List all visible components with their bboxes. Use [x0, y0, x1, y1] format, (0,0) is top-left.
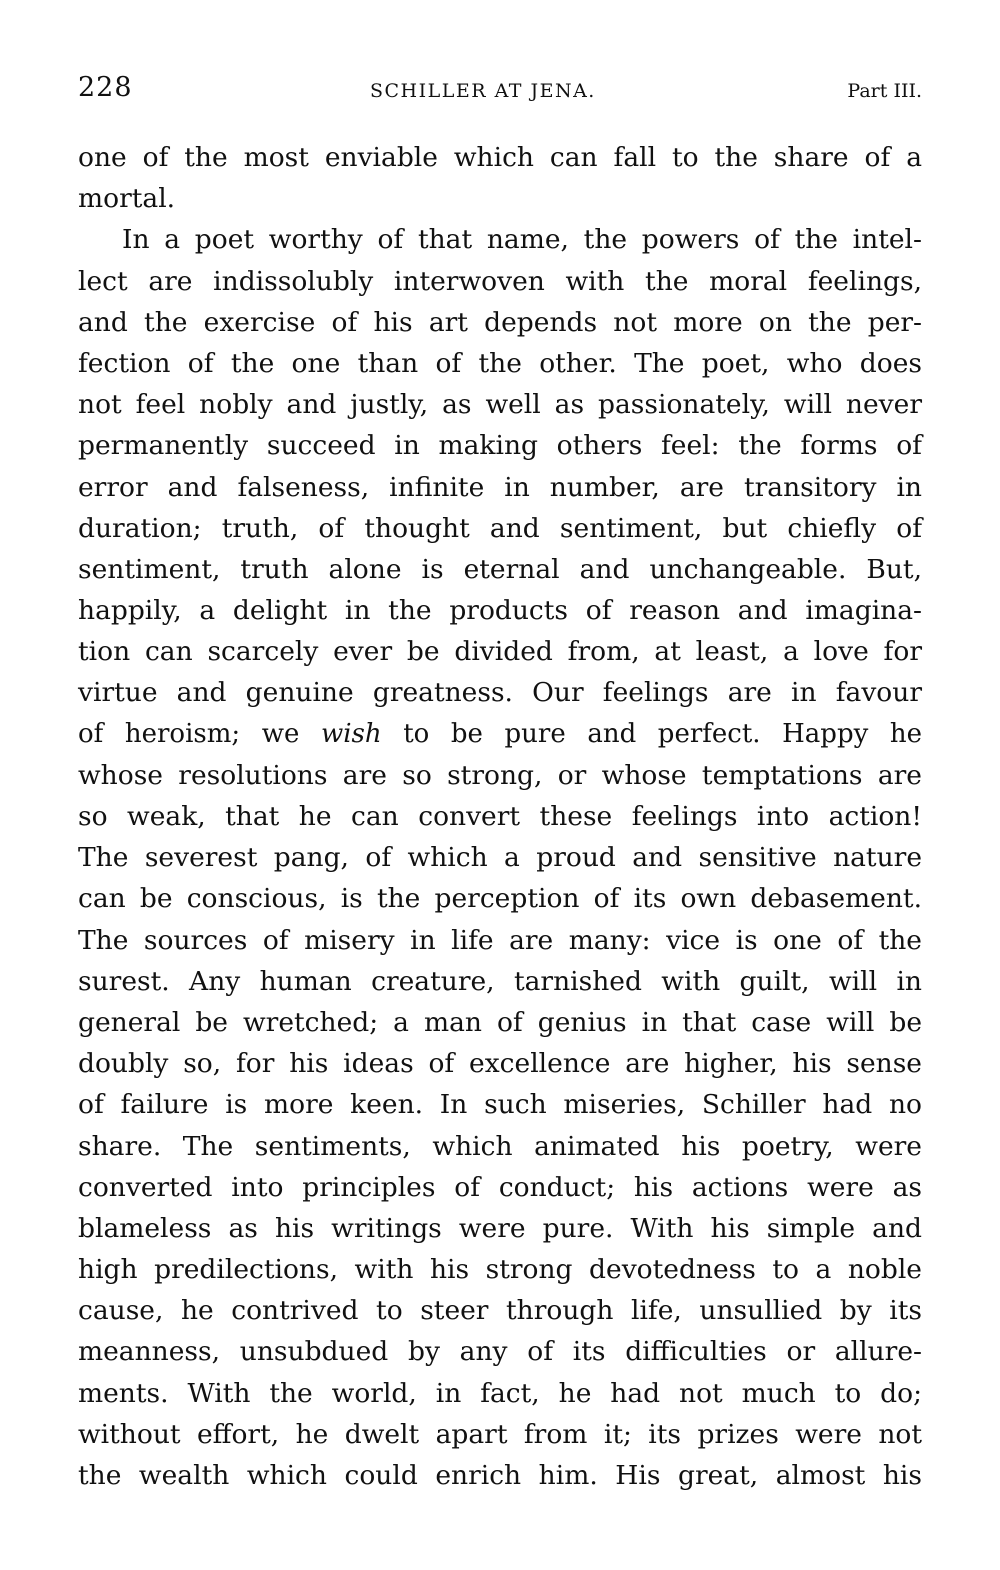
text-line: sentiment, truth alone is eternal and unchangeable. But,	[78, 553, 922, 585]
text-line: whose resolutions are so strong, or whose temptations are	[78, 759, 922, 791]
page-number: 228	[78, 72, 133, 103]
running-title: SCHILLER AT JENA.	[370, 80, 596, 102]
text-line: surest. Any human creature, tarnished with guilt, will in	[78, 965, 922, 997]
text-line: lect are indissolubly interwoven with the moral feelings,	[78, 265, 922, 297]
text-line: ments. With the world, in fact, he had not much to do;	[78, 1377, 922, 1409]
text-line: so weak, that he can convert these feelings into action!	[78, 801, 922, 832]
text-line: mortal.	[78, 183, 176, 215]
text-line: cause, he contrived to steer through life, unsullied by its	[78, 1295, 922, 1327]
italic-word: wish	[320, 718, 382, 749]
text-line: meanness, unsubdued by any of its difficulties or allure-	[78, 1336, 922, 1368]
page-header	[78, 72, 924, 112]
text-line: duration; truth, of thought and sentiment, but chiefly of	[78, 512, 922, 544]
text-line: general be wretched; a man of genius in that case will be	[78, 1006, 922, 1038]
text-line: high predilections, with his strong devotedness to a noble	[78, 1254, 922, 1286]
text-line: not feel nobly and justly, as well as passionately, will never	[78, 389, 922, 421]
text-line: without effort, he dwelt apart from it; its prizes were not	[78, 1418, 922, 1450]
body-text	[78, 137, 922, 1496]
text-line: fection of the one than of the other. The poet, who does	[78, 347, 922, 379]
text-line: the wealth which could enrich him. His great, almost his	[78, 1460, 922, 1491]
text-line: blameless as his writings were pure. With his simple and	[78, 1212, 922, 1244]
text-line: The severest pang, of which a proud and sensitive nature	[78, 842, 922, 874]
text-line: one of the most enviable which can fall to the share of a	[78, 142, 922, 173]
text-line: converted into principles of conduct; his actions were as	[78, 1171, 922, 1203]
text-line: doubly so, for his ideas of excellence are higher, his sense	[78, 1048, 922, 1080]
text-line: error and falseness, infinite in number, are transitory in	[78, 471, 922, 503]
text-line: In a poet worthy of that name, the powers of the intel-	[122, 224, 922, 256]
text-line: virtue and genuine greatness. Our feelings are in favour	[78, 677, 922, 709]
text-segment: to be pure and perfect. Happy he	[381, 718, 922, 749]
text-line: happily, a delight in the products of reason and imagina-	[78, 595, 922, 627]
part-label: Part III.	[847, 80, 922, 102]
text-line: permanently succeed in making others feel: the forms of	[78, 430, 922, 462]
text-line: can be conscious, is the perception of its own debasement.	[78, 883, 922, 915]
text-line: share. The sentiments, which animated his poetry, were	[78, 1130, 922, 1162]
text-segment: of heroism; we	[78, 718, 321, 749]
text-line: The sources of misery in life are many: vice is one of the	[78, 924, 922, 956]
text-line: tion can scarcely ever be divided from, at least, a love for	[78, 636, 922, 668]
text-line: of failure is more keen. In such miseries, Schiller had no	[78, 1089, 922, 1121]
text-line-with-italic	[78, 714, 922, 755]
text-line: and the exercise of his art depends not more on the per-	[78, 306, 922, 338]
